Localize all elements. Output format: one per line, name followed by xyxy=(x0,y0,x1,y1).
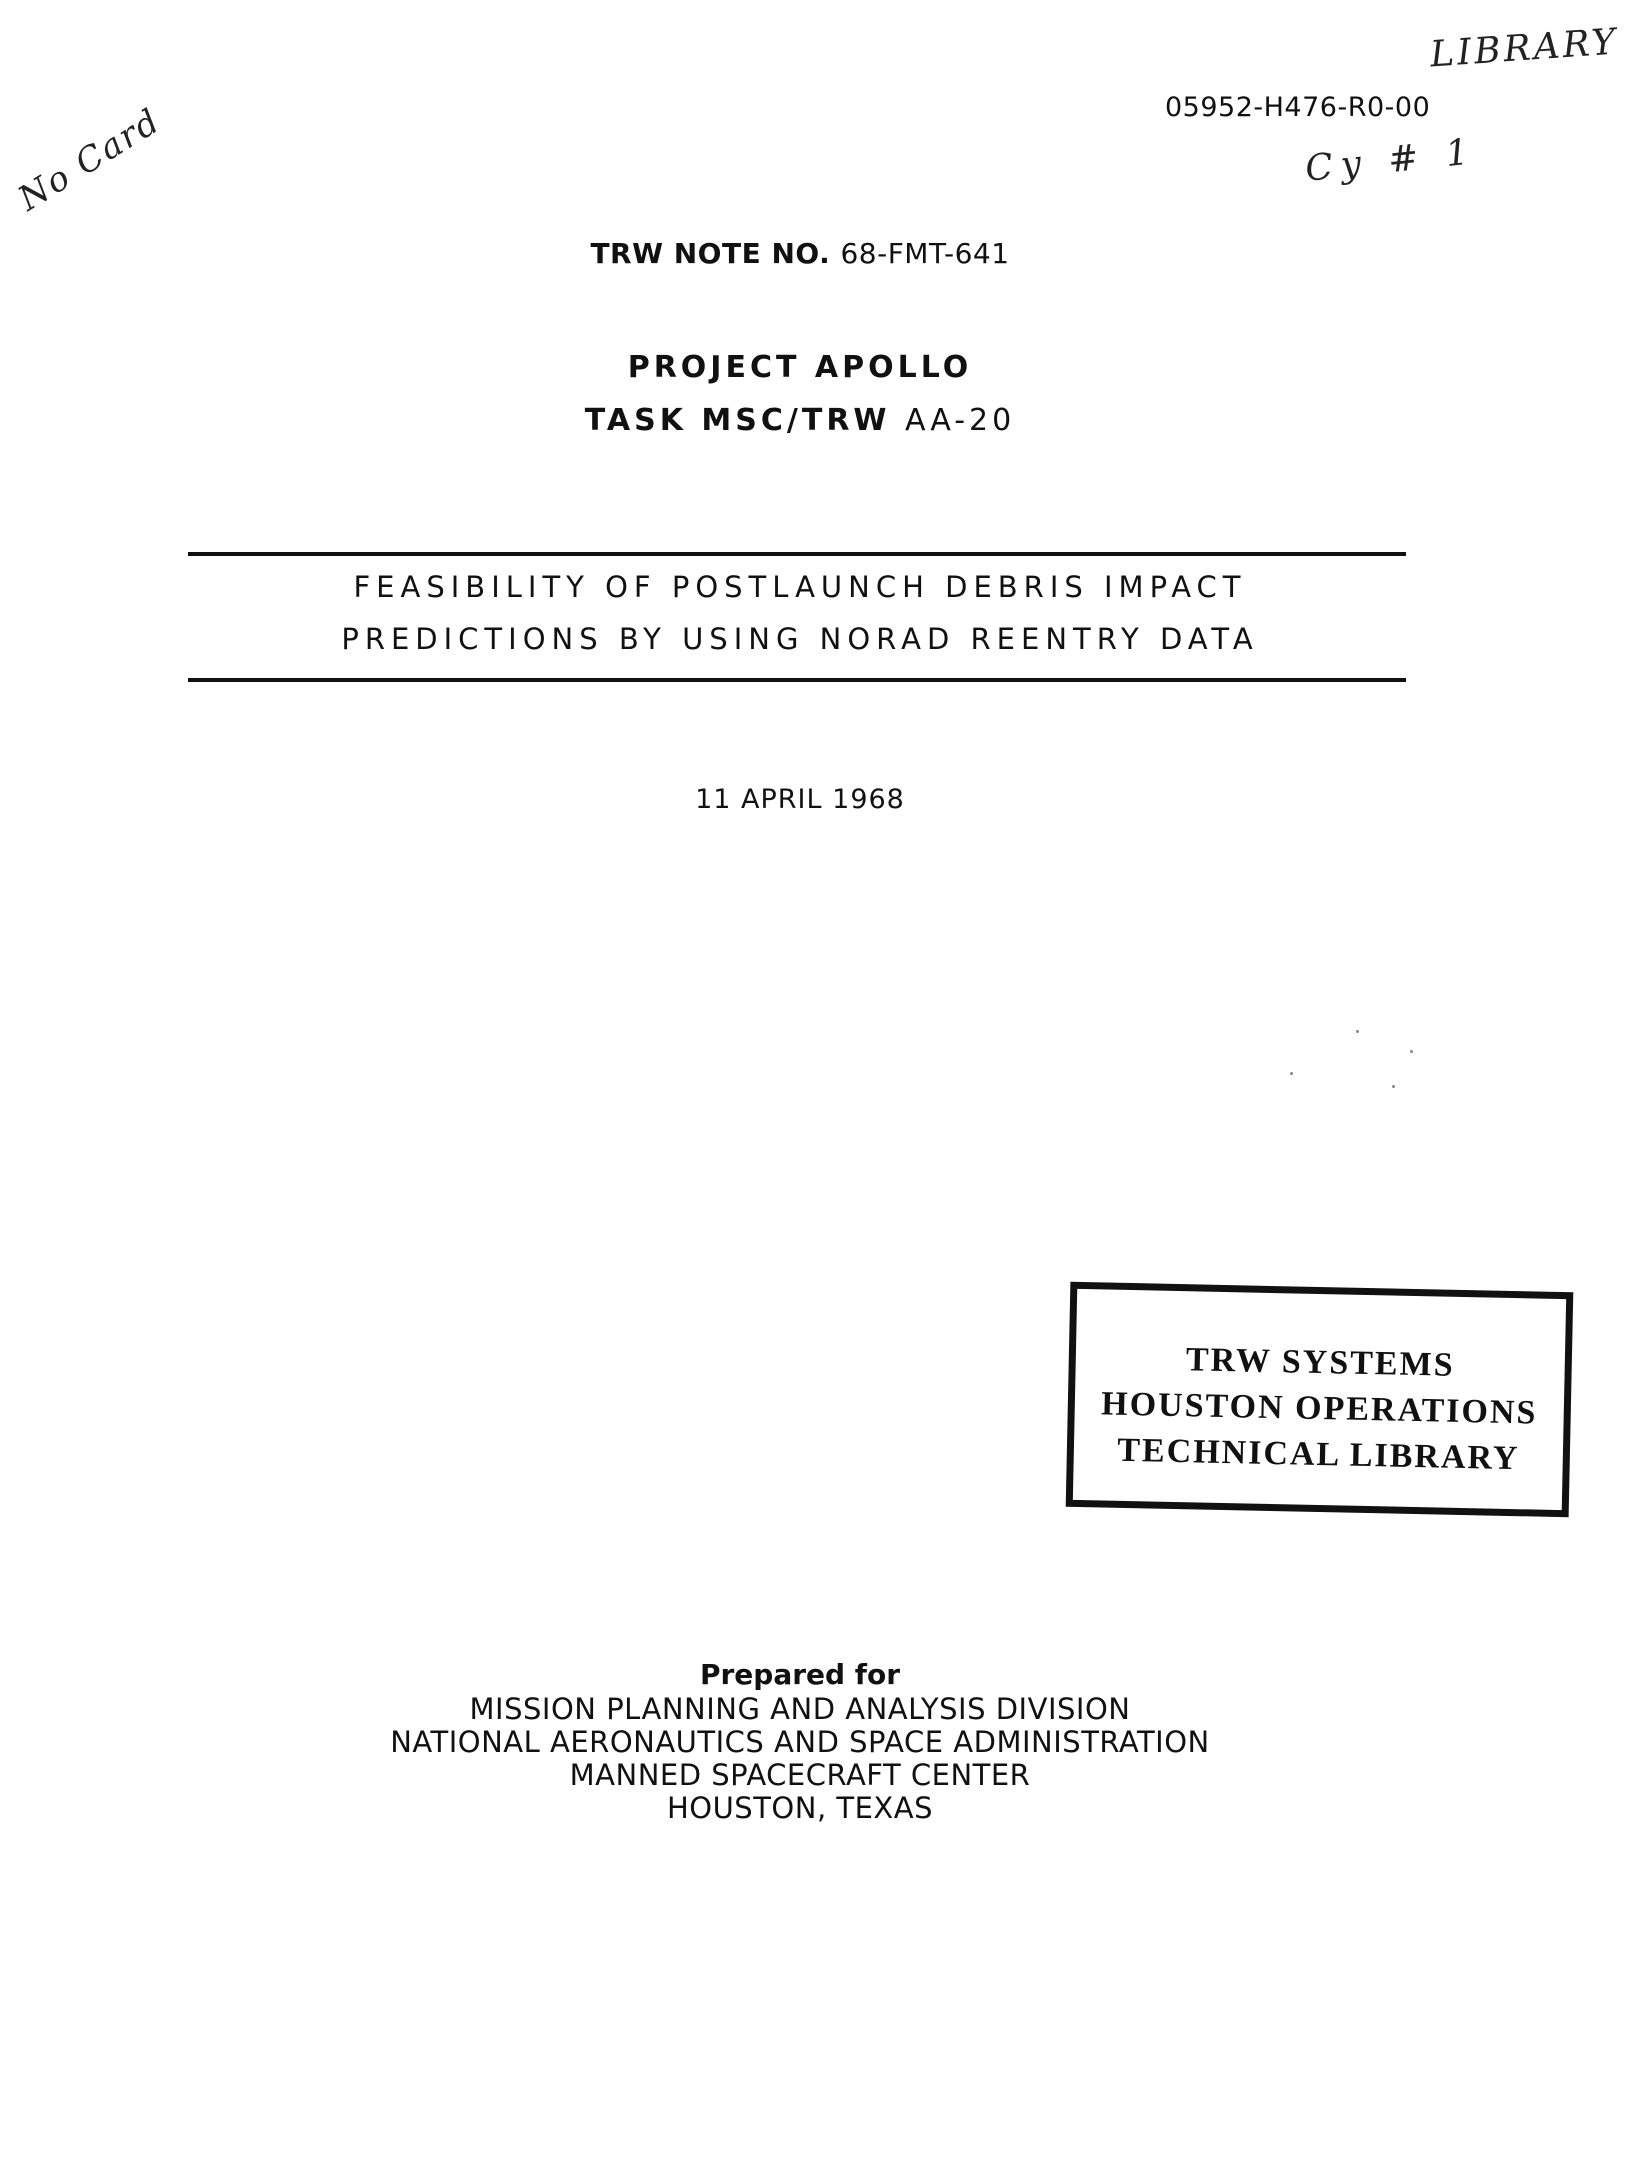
task-line xyxy=(0,403,1600,438)
handwritten-copy-number: Cy # 1 xyxy=(1303,131,1479,190)
stamp-line-1: TRW SYSTEMS xyxy=(1185,1341,1455,1384)
scan-speck xyxy=(1356,1030,1359,1033)
scan-speck xyxy=(1392,1085,1395,1088)
handwritten-library-note: LIBRARY xyxy=(1428,21,1620,76)
scan-speck xyxy=(1410,1050,1413,1053)
task-code: AA-20 xyxy=(904,403,1016,438)
document-number: 05952-H476-R0-00 xyxy=(1165,92,1431,123)
handwritten-margin-note: No Card xyxy=(11,100,168,220)
project-name: PROJECT APOLLO xyxy=(627,350,973,385)
scan-speck xyxy=(1290,1072,1293,1075)
prepared-for-center: MANNED SPACECRAFT CENTER xyxy=(569,1758,1031,1792)
note-label: TRW NOTE NO. xyxy=(590,237,831,270)
note-number-line xyxy=(0,237,1600,270)
task-label: TASK MSC/TRW xyxy=(584,403,891,438)
note-number: 68-FMT-641 xyxy=(840,237,1010,270)
document-title-line-1: FEASIBILITY OF POSTLAUNCH DEBRIS IMPACT xyxy=(353,570,1247,604)
prepared-for-division: MISSION PLANNING AND ANALYSIS DIVISION xyxy=(469,1692,1131,1726)
document-title-line-2: PREDICTIONS BY USING NORAD REENTRY DATA xyxy=(341,622,1259,656)
title-top-rule xyxy=(188,552,1406,556)
library-stamp xyxy=(1066,1282,1574,1517)
document-date: 11 APRIL 1968 xyxy=(695,784,905,815)
prepared-for-label: Prepared for xyxy=(699,1658,901,1691)
title-bottom-rule xyxy=(188,678,1406,682)
prepared-for-location: HOUSTON, TEXAS xyxy=(666,1791,934,1825)
stamp-line-2: HOUSTON OPERATIONS xyxy=(1100,1385,1538,1432)
stamp-line-3: TECHNICAL LIBRARY xyxy=(1116,1431,1520,1478)
prepared-for-agency: NATIONAL AERONAUTICS AND SPACE ADMINISTRATION xyxy=(390,1725,1210,1759)
